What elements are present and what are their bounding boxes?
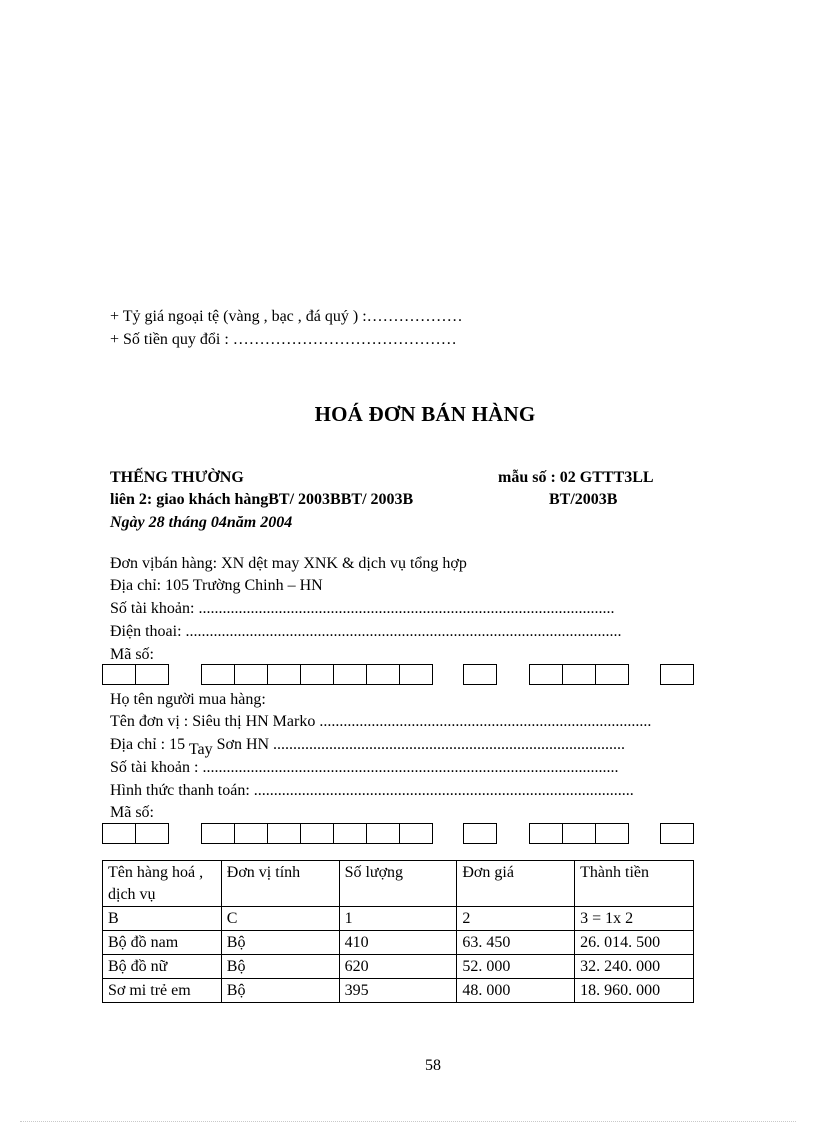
table-header-cell: Số lượng	[339, 861, 457, 907]
payment-method: Hình thức thanh toán: ...............................................................................................	[110, 782, 634, 799]
page-edge-divider	[20, 1121, 796, 1122]
tax-box-group	[102, 664, 169, 685]
tax-box-group	[102, 823, 169, 844]
seller-account: Số tài khoản: ........................................................................................................	[110, 600, 615, 617]
table-cell: Bộ đồ nữ	[103, 955, 222, 979]
table-row	[103, 979, 694, 1003]
buyer-address	[110, 734, 625, 756]
tax-box-group	[660, 664, 694, 685]
buyer-account: Số tài khoản : ........................................................................................................	[110, 759, 619, 776]
seller-name: Đơn vịbán hàng: XN dệt may XNK & dịch vụ tổng hợp	[110, 555, 467, 572]
table-header-cell: Thành tiền	[575, 861, 694, 907]
series-number: BT/2003B	[549, 491, 618, 508]
seller-tax-code-boxes	[102, 664, 696, 685]
table-cell: 395	[339, 979, 457, 1003]
buyer-tax-label: Mã số:	[110, 804, 154, 821]
exchange-rate-line: + Tỷ giá ngoại tệ (vàng , bạc , đá quý ) :………………	[110, 308, 463, 325]
table-header-row	[103, 861, 694, 907]
table-cell: 48. 000	[457, 979, 575, 1003]
form-number: mẫu số : 02 GTTT3LL	[498, 469, 654, 486]
buyer-name: Họ tên người mua hàng:	[110, 691, 266, 708]
buyer-address-prefix: Địa chỉ : 15	[110, 736, 189, 753]
table-cell: Bộ đồ nam	[103, 931, 222, 955]
buyer-address-sub: Tay	[188, 741, 213, 758]
converted-amount-line: + Số tiền quy đổi : ……………………………………	[110, 331, 457, 348]
table-header-cell: Đơn giá	[457, 861, 575, 907]
table-cell: B	[103, 907, 222, 931]
table-header-cell: Tên hàng hoá , dịch vụ	[103, 861, 222, 907]
table-row	[103, 931, 694, 955]
table-cell: 620	[339, 955, 457, 979]
table-cell: Bộ	[221, 979, 339, 1003]
tax-box-group	[660, 823, 694, 844]
tax-box-group	[463, 823, 497, 844]
buyer-address-suffix: Sơn HN ........................................................................................	[212, 736, 626, 753]
invoice-date: Ngày 28 tháng 04năm 2004	[110, 514, 293, 531]
table-row	[103, 955, 694, 979]
table-cell: 1	[339, 907, 457, 931]
table-header-cell: Đơn vị tính	[221, 861, 339, 907]
invoice-title: HOÁ ĐƠN BÁN HÀNG	[314, 402, 536, 426]
seller-tax-label: Mã số:	[110, 646, 154, 663]
tax-box-group	[529, 823, 629, 844]
table-cell: Bộ	[221, 955, 339, 979]
table-cell: Sơ mi trẻ em	[103, 979, 222, 1003]
page-number: 58	[425, 1057, 441, 1074]
table-cell: 32. 240. 000	[575, 955, 694, 979]
table-cell: Bộ	[221, 931, 339, 955]
seller-phone: Điện thoai: .............................................................................................................	[110, 623, 622, 640]
copy-label: liên 2: giao khách hàngBT/ 2003BBT/ 2003B	[110, 491, 414, 508]
table-cell: 63. 450	[457, 931, 575, 955]
table-cell: 52. 000	[457, 955, 575, 979]
buyer-unit: Tên đơn vị : Siêu thị HN Marko ...................................................................................	[110, 713, 652, 730]
invoice-type: THẾNG THƯỜNG	[110, 469, 244, 486]
table-cell: C	[221, 907, 339, 931]
table-cell: 18. 960. 000	[575, 979, 694, 1003]
table-cell: 3 = 1x 2	[575, 907, 694, 931]
tax-box-group	[529, 664, 629, 685]
buyer-tax-code-boxes	[102, 823, 696, 844]
seller-address: Địa chỉ: 105 Trường Chinh – HN	[110, 577, 323, 594]
table-cell: 26. 014. 500	[575, 931, 694, 955]
items-table	[102, 860, 694, 1003]
tax-box-group	[201, 823, 433, 844]
table-cell: 2	[457, 907, 575, 931]
table-cell: 410	[339, 931, 457, 955]
tax-box-group	[463, 664, 497, 685]
table-row	[103, 907, 694, 931]
tax-box-group	[201, 664, 433, 685]
